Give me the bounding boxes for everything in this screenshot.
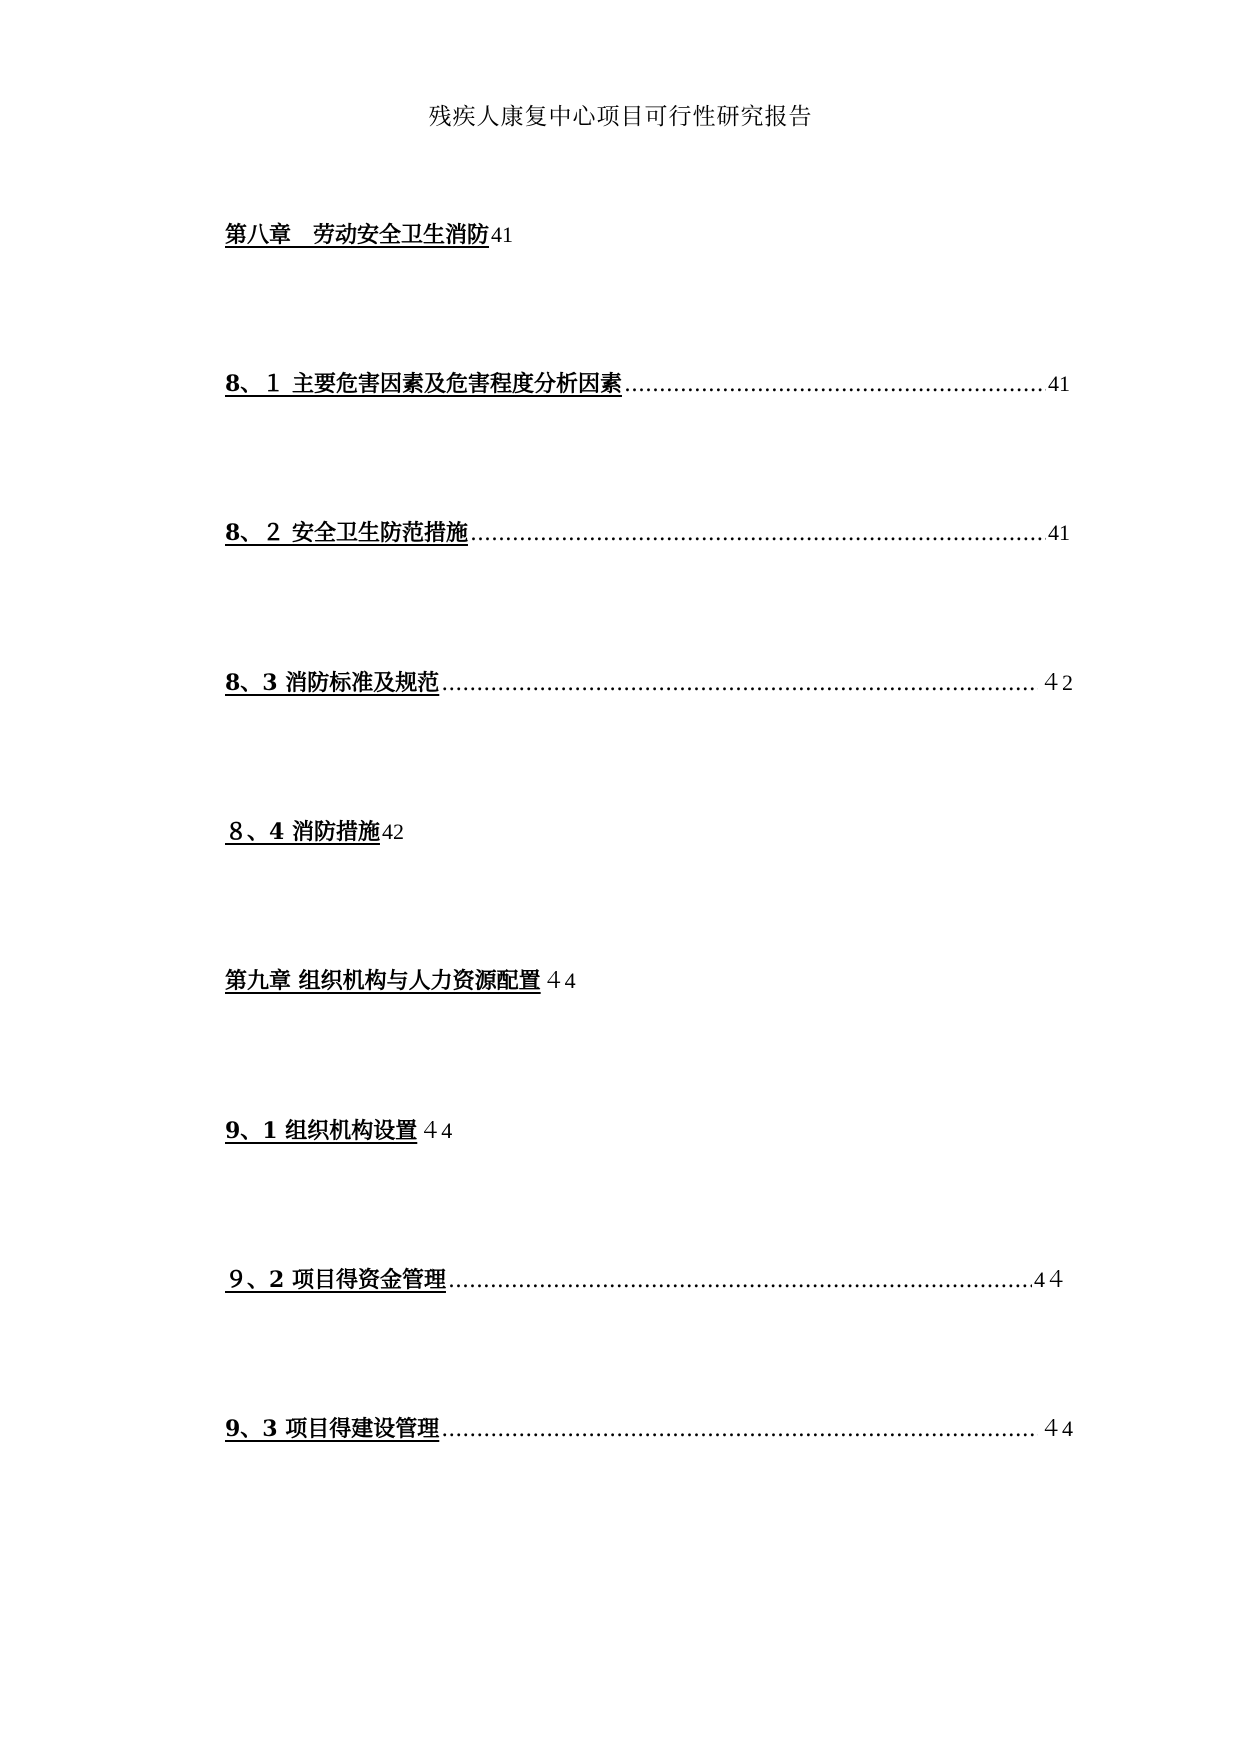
toc-entry-page-number: 4４ — [1033, 1267, 1067, 1292]
toc-entry-page-number: 41 — [1048, 520, 1070, 545]
toc-entry-title: ９、2 项目得资金管理 — [225, 1267, 446, 1293]
toc-entry-title: 9、1 组织机构设置 — [225, 1118, 418, 1144]
toc-entry-page-number: ４4 — [542, 968, 576, 993]
toc-entry-page-number: 42 — [381, 819, 404, 844]
toc-entry-page-number: ４2 — [1039, 670, 1073, 695]
toc-dot-leader — [624, 372, 1046, 397]
toc-dot-leader — [441, 1417, 1038, 1442]
toc-entry-page-number: ４4 — [1039, 1416, 1073, 1441]
toc-entry-9-1[interactable] — [225, 1114, 452, 1145]
page-header-title: 残疾人康复中心项目可行性研究报告 — [428, 104, 813, 130]
toc-entry-9-2[interactable] — [225, 1263, 1067, 1294]
toc-entry-page-number: ４4 — [419, 1118, 453, 1143]
toc-entry-8-3[interactable] — [225, 666, 1073, 697]
toc-entry-title: 8、3 消防标准及规范 — [225, 670, 440, 696]
toc-entry-9-3[interactable] — [225, 1412, 1073, 1443]
toc-entry-title: 8、２ 安全卫生防范措施 — [225, 520, 468, 546]
toc-entry-8-2[interactable] — [225, 516, 1070, 547]
toc-dot-leader — [470, 521, 1046, 546]
toc-entry-title: ８、4 消防措施 — [225, 819, 380, 845]
toc-entry-8-1[interactable] — [225, 367, 1070, 398]
toc-entry-chapter-8[interactable] — [225, 218, 513, 249]
toc-entry-page-number: 41 — [1048, 371, 1070, 396]
toc-entry-title: 9、3 项目得建设管理 — [225, 1416, 440, 1442]
toc-dot-leader — [441, 671, 1038, 696]
toc-entry-title: 8、１ 主要危害因素及危害程度分析因素 — [225, 371, 622, 397]
toc-entry-8-4[interactable] — [225, 815, 404, 846]
toc-dot-leader — [448, 1268, 1032, 1293]
toc-entry-title: 第八章 劳动安全卫生消防 — [225, 222, 490, 248]
toc-entry-title: 第九章 组织机构与人力资源配置 — [225, 968, 541, 994]
toc-entry-page-number: 41 — [491, 222, 514, 247]
toc-entry-chapter-9[interactable] — [225, 964, 576, 995]
